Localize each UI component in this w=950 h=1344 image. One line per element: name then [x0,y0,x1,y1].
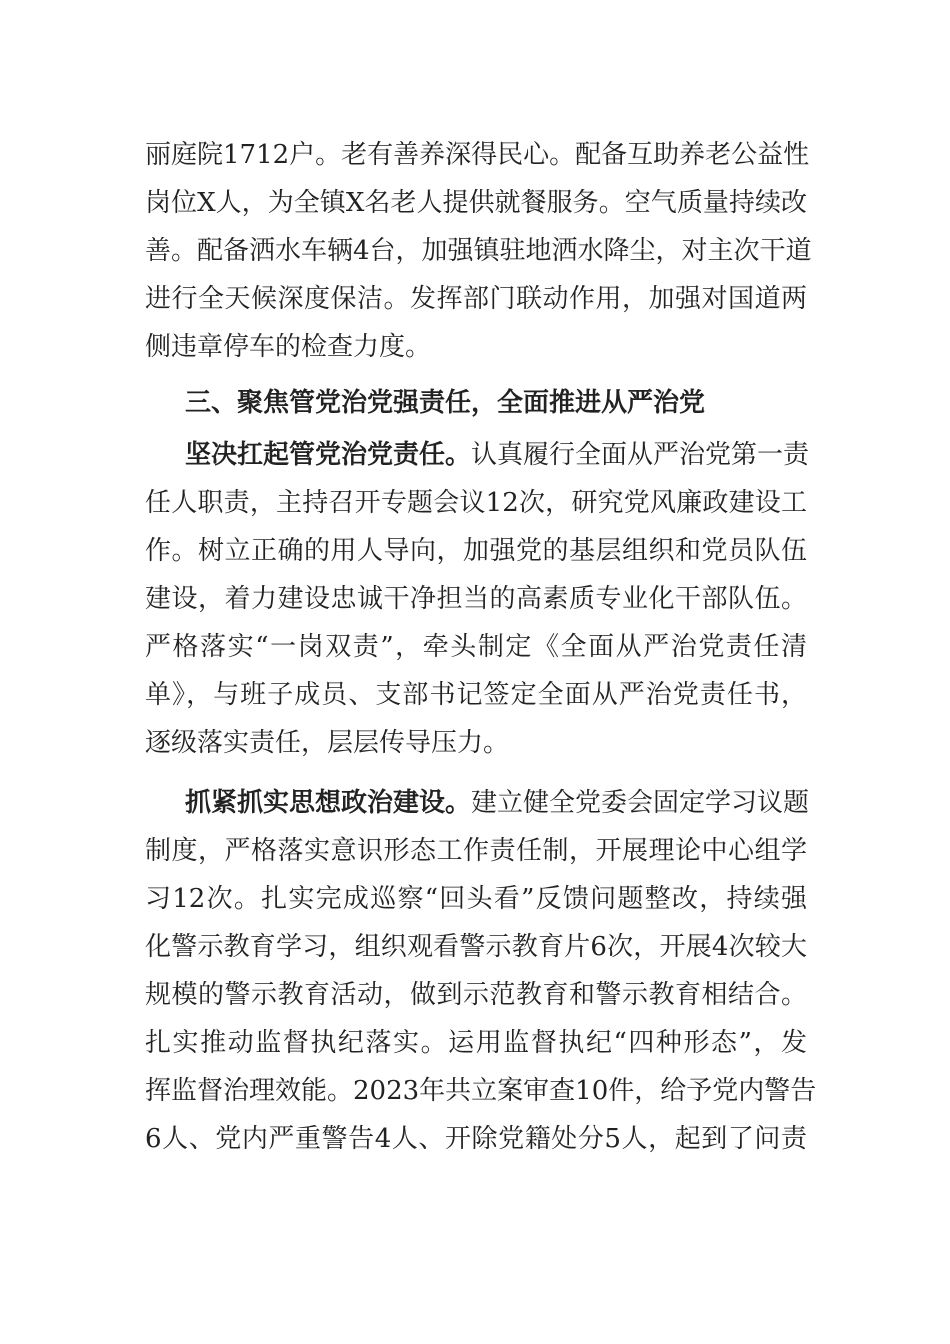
body-line: 作。树立正确的用人导向，加强党的基层组织和党员队伍 [145,536,807,566]
paragraph-lead: 抓紧抓实思想政治建设。 [185,788,472,818]
body-line: 侧违章停车的检查力度。 [145,332,432,362]
body-line: 逐级落实责任，层层传导压力。 [145,728,510,758]
body-line: 单》，与班子成员、支部书记签定全面从严治党责任书， [145,680,807,710]
paragraph-lead: 坚决扛起管党治党责任。 [185,440,472,470]
body-line: 规模的警示教育活动，做到示范教育和警示教育相结合。 [145,980,807,1010]
body-line: 建设，着力建设忠诚干净担当的高素质专业化干部队伍。 [145,584,807,614]
body-line: 扎实推动监督执纪落实。运用监督执纪“四种形态”，发 [145,1028,807,1058]
body-line: 进行全天候深度保洁。发挥部门联动作用，加强对国道两 [145,284,807,314]
paragraph-first-line [185,438,810,472]
body-line: 丽庭院1712户。老有善养深得民心。配备互助养老公益性 [145,140,810,170]
body-line: 6人、党内严重警告4人、开除党籍处分5人，起到了问责 [145,1124,807,1154]
body-text: 认真履行全面从严治党第一责 [471,440,810,470]
body-text: 建立健全党委会固定学习议题 [471,788,810,818]
paragraph-first-line [185,786,810,820]
body-line: 化警示教育学习，组织观看警示教育片6次，开展4次较大 [145,932,807,962]
body-line: 制度，严格落实意识形态工作责任制，开展理论中心组学 [145,836,807,866]
body-line: 习12次。扎实完成巡察“回头看”反馈问题整改，持续强 [145,884,807,914]
section-heading: 三、聚焦管党治党强责任，全面推进从严治党 [185,388,706,418]
body-line: 挥监督治理效能。2023年共立案审查10件，给予党内警告 [145,1076,817,1106]
body-line: 善。配备洒水车辆4台，加强镇驻地洒水降尘，对主次干道 [145,236,812,266]
body-line: 任人职责，主持召开专题会议12次，研究党风廉政建设工 [145,488,807,518]
body-line: 岗位X人，为全镇X名老人提供就餐服务。空气质量持续改 [145,188,807,218]
body-line: 严格落实“一岗双责”，牵头制定《全面从严治党责任清 [145,632,807,662]
